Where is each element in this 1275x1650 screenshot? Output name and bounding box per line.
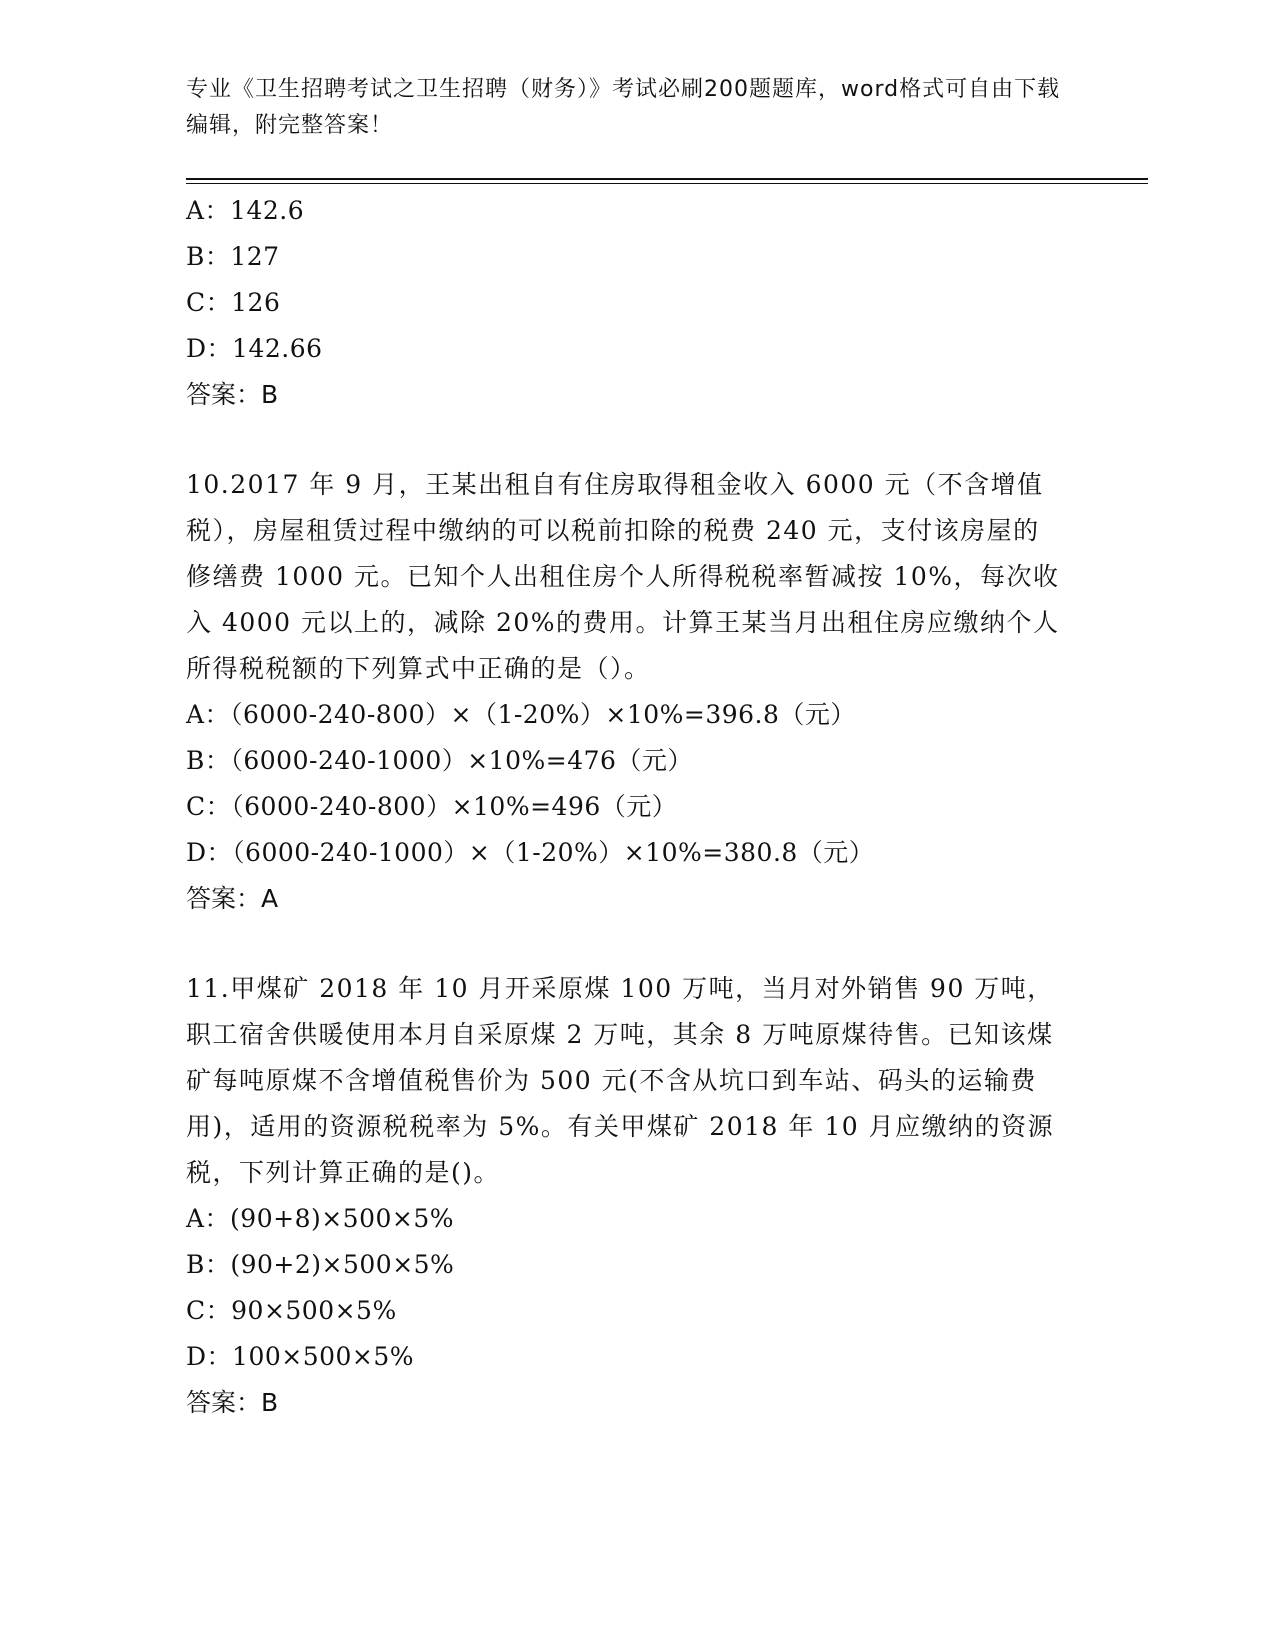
option-d: D：（6000-240-1000）×（1-20%）×10%=380.8（元） <box>186 838 875 867</box>
option-c: C：90×500×5% <box>186 1296 397 1325</box>
option-d: D：142.66 <box>186 334 323 363</box>
previous-question-block <box>186 188 1066 418</box>
question-10-text: 10.2017 年 9 月，王某出租自有住房取得租金收入 6000 元（不含增值税），房屋租赁过程中缴纳的可以税前扣除的税费 240 元，支付该房屋的修缮费 1000 元。已知个人出租住房个人所得税税率暂减按 10%，每次收入 4000 元以上的，减除 20%的费用。计算王某当月出租住房应缴纳个人所得税税额的下列算式中正确的是（）。 <box>186 470 1060 683</box>
answer: 答案：B <box>186 1388 279 1417</box>
option-c: C：126 <box>186 288 281 317</box>
header-rule-thin <box>186 183 1148 184</box>
header-rule-thick <box>186 178 1148 180</box>
option-a: A：142.6 <box>186 196 305 225</box>
option-d: D：100×500×5% <box>186 1342 415 1371</box>
answer: 答案：A <box>186 884 279 913</box>
document-header: 专业《卫生招聘考试之卫生招聘（财务）》考试必刷200题题库，word格式可自由下载编辑，附完整答案！ <box>186 77 1061 138</box>
question-11-text: 11.甲煤矿 2018 年 10 月开采原煤 100 万吨，当月对外销售 90 万吨，职工宿舍供暖使用本月自采原煤 2 万吨，其余 8 万吨原煤待售。已知该煤矿每吨原煤不含增值税售价为 500 元(不含从坑口到车站、码头的运输费用)，适用的资源税税率为 5%。有关甲煤矿 2018 年 10 月应缴纳的资源税，下列计算正确的是()。 <box>186 974 1055 1187</box>
option-b: B：(90+2)×500×5% <box>186 1250 455 1279</box>
option-a: A：(90+8)×500×5% <box>186 1204 454 1233</box>
question-10-block <box>186 462 1066 922</box>
question-content <box>186 188 1066 1426</box>
option-b: B：（6000-240-1000）×10%=476（元） <box>186 746 693 775</box>
question-11-block <box>186 966 1066 1426</box>
option-a: A：（6000-240-800）×（1-20%）×10%=396.8（元） <box>186 700 856 729</box>
option-c: C：（6000-240-800）×10%=496（元） <box>186 792 678 821</box>
answer: 答案：B <box>186 380 279 409</box>
option-b: B：127 <box>186 242 280 271</box>
